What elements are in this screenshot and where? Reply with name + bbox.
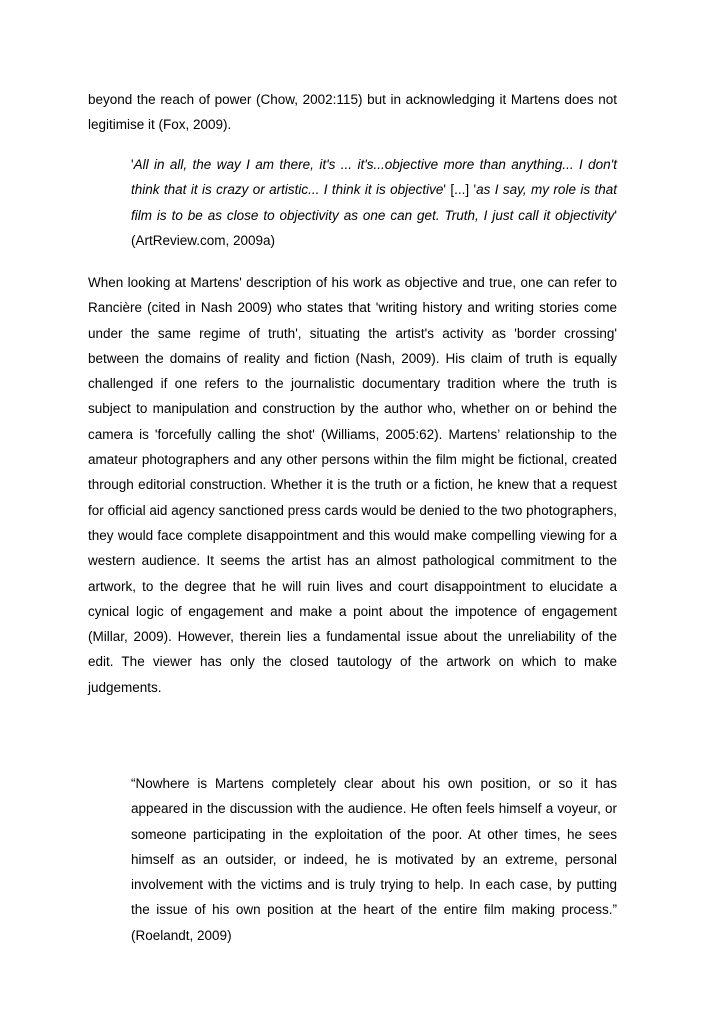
quote-ellipsis-joiner: ' [...] ' <box>443 182 477 198</box>
quote-italic-part-2: as I say, my role is that film is to be as close to objectivity as one can get. Truth, I just call it objectivity <box>131 182 617 223</box>
quote-open-mark: ' <box>131 157 134 172</box>
quote-italic-part-1: All in all, the way I am there, it's ... it's...objective more than anything... I don't think that it is crazy or artistic... I think it is objective <box>131 157 617 198</box>
paragraph-main-argument: When looking at Martens' description of his work as objective and true, one can refer to Rancière (cited in Nash 2009) who states that 'writing history and writing stories come under the same regime of truth', situating the artist's activity as 'border crossing' between the domains of reality and fiction (Nash, 2009). His claim of truth is equally challenged if one refers to the journalistic documentary tradition where the truth is subject to manipulation and construction by the author who, whether on or behind the camera is 'forcefully calling the shot' (Williams, 2005:62). Martens’ relationship to the amateur photographers and any other persons within the film might be fictional, created through editorial construction. Whether it is the truth or a fiction, he knew that a request for official aid agency sanctioned press cards would be denied to the two photographers, they would face complete disappointment and this would make compelling viewing for a western audience. It seems the artist has an almost pathological commitment to the artwork, to the degree that he will ruin lives and court disappointment to elucidate a cynical logic of engagement and make a point about the impotence of engagement (Millar, 2009). However, therein lies a fundamental issue about the unreliability of the edit. The viewer has only the closed tautology of the artwork on which to make judgements. <box>88 275 617 695</box>
block-quote-artreview <box>131 152 617 253</box>
paragraph-continuation: beyond the reach of power (Chow, 2002:115) but in acknowledging it Martens does not legitimise it (Fox, 2009). <box>88 92 617 133</box>
block-quote-roelandt: “Nowhere is Martens completely clear about his own position, or so it has appeared in the discussion with the audience. He often feels himself a voyeur, or someone participating in the exploitation of the poor. At other times, he sees himself as an outsider, or indeed, he is motivated by an extreme, personal involvement with the victims and is truly trying to help. In each case, by putting the issue of his own position at the heart of the entire film making process.” (Roelandt, 2009) <box>131 776 617 943</box>
quote-citation: ' (ArtReview.com, 2009a) <box>131 207 617 248</box>
